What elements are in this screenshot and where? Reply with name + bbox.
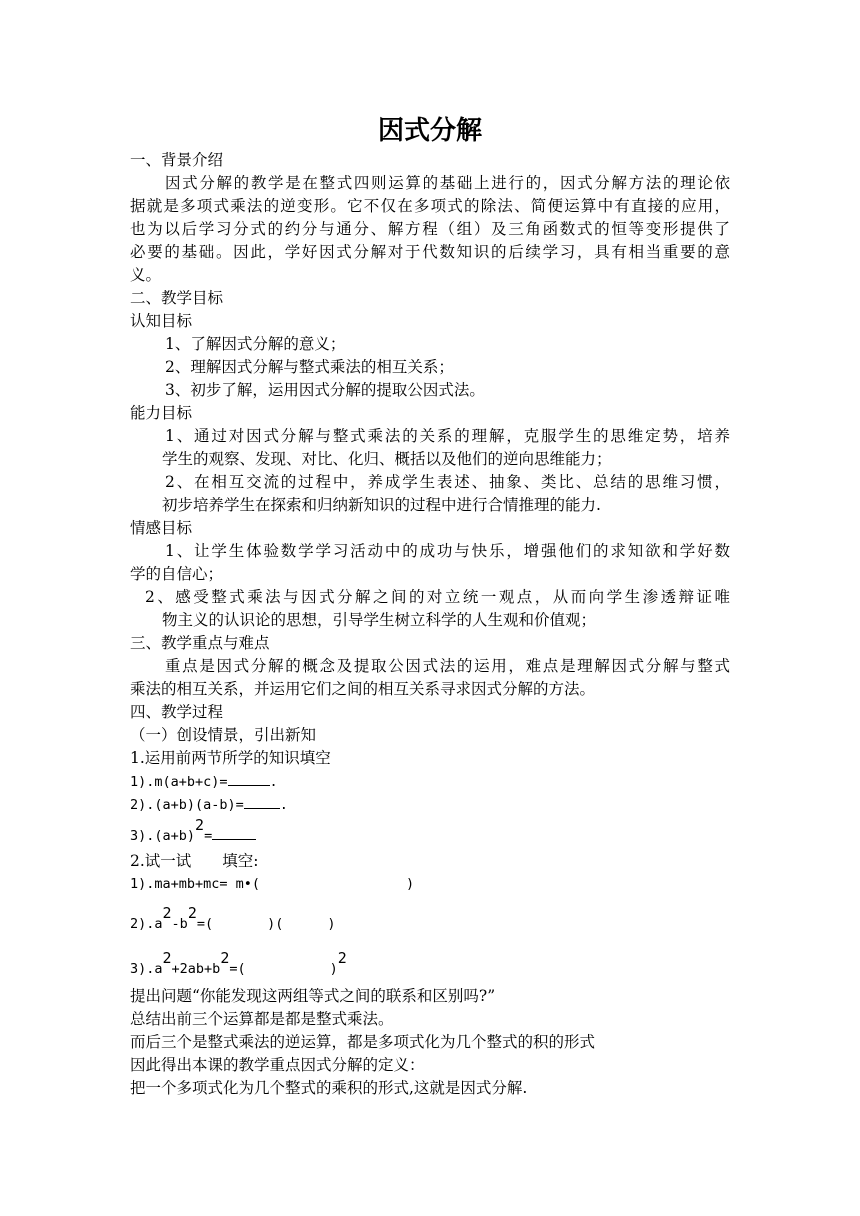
section-2-heading: 二、教学目标	[130, 289, 224, 307]
expression: 3).a	[130, 961, 163, 977]
closing-line: 总结出前三个运算都是都是整式乘法。	[130, 1010, 394, 1028]
goal-item: 2、在相互交流的过程中，养成学生表述、抽象、类比、总结的思维习惯，	[165, 473, 730, 491]
cognitive-goals-heading: 认知目标	[130, 312, 193, 330]
subsection-heading: （一）创设情景，引出新知	[130, 726, 317, 744]
goal-item: 2、理解因式分解与整式乘法的相互关系；	[165, 358, 454, 376]
paragraph-line: 义。	[130, 266, 162, 284]
emotion-goals-heading: 情感目标	[130, 519, 193, 537]
expression: 2).a	[130, 916, 163, 932]
paragraph-line: 因式分解的教学是在整式四则运算的基础上进行的，因式分解方法的理论依	[165, 174, 730, 192]
paren-close: )	[327, 916, 336, 932]
exponent: 2	[220, 949, 230, 967]
exponent: 2	[162, 949, 172, 967]
expression: -b	[171, 916, 188, 932]
exercise-2-item-1	[130, 874, 414, 894]
page-title: 因式分解	[377, 116, 482, 146]
goal-item: 学的自信心；	[130, 565, 224, 583]
section-1-heading: 一、背景介绍	[130, 151, 224, 169]
paragraph-line: 重点是因式分解的概念及提取公因式法的运用，难点是理解因式分解与整式	[165, 657, 730, 675]
answer-blank	[228, 771, 270, 786]
paren-close: )	[329, 961, 338, 977]
closing-line: 提出问题“你能发现这两组等式之间的联系和区别吗?”	[130, 987, 496, 1005]
exercise-2-item-3	[130, 949, 347, 979]
answer-blank	[212, 825, 256, 840]
expression: 1).m(a+b+c)=	[130, 774, 228, 790]
goal-item: 1、了解因式分解的意义；	[165, 335, 346, 353]
goal-item: 3、初步了解，运用因式分解的提取公因式法。	[165, 381, 485, 399]
goal-item: 学生的观察、发现、对比、化归、概括以及他们的逆向思维能力；	[162, 450, 612, 468]
exercise-1-heading: 1.运用前两节所学的知识填空	[130, 749, 331, 767]
exercise-1-item-2: 2).(a+b)(a-b)= .	[130, 794, 288, 815]
closing-line: 而后三个是整式乘法的逆运算，都是多项式化为几个整式的积的形式	[130, 1033, 596, 1051]
exercise-1-item-3	[130, 816, 256, 846]
paragraph-line: 也为以后学习分式的约分与通分、解方程（组）及三角函数式的恒等变形提供了	[130, 220, 730, 238]
expression: 3).(a+b)	[130, 828, 196, 844]
closing-line: 因此得出本课的教学重点因式分解的定义：	[130, 1056, 425, 1074]
goal-item: 1、通过对因式分解与整式乘法的关系的理解，克服学生的思维定势，培养	[165, 427, 730, 445]
goal-item: 物主义的认识论的思想，引导学生树立科学的人生观和价值观；	[162, 611, 597, 629]
equals-sign: =	[204, 828, 213, 844]
paren-pair: )(	[267, 916, 284, 932]
paragraph-line: 必要的基础。因此，学好因式分解对于代数知识的后续学习，具有相当重要的意	[130, 243, 730, 261]
exercise-2-heading: 2.试一试 填空:	[130, 852, 259, 870]
paren-open: =(	[196, 916, 214, 932]
goal-item: 2、感受整式乘法与因式分解之间的对立统一观点，从而向学生渗透辩证唯	[145, 588, 730, 606]
paragraph-line: 乘法的相互关系，并运用它们之间的相互关系寻求因式分解的方法。	[130, 680, 596, 698]
definition-line: 把一个多项式化为几个整式的乘积的形式,这就是因式分解.	[130, 1079, 528, 1097]
exercise-1-item-1: 1).m(a+b+c)= .	[130, 771, 278, 792]
section-4-heading: 四、教学过程	[130, 703, 224, 721]
paren-open: =(	[229, 961, 246, 977]
exponent: 2	[337, 949, 347, 967]
goal-item: 1、让学生体验数学学习活动中的成功与快乐，增强他们的求知欲和学好数	[165, 542, 730, 560]
expression: +2ab+b	[171, 961, 221, 977]
exponent: 2	[162, 904, 172, 922]
exponent: 2	[195, 816, 205, 834]
answer-blank	[244, 794, 280, 809]
paren-close: )	[406, 876, 415, 892]
section-3-heading: 三、教学重点与难点	[130, 634, 270, 652]
goal-item: 初步培养学生在探索和归纳新知识的过程中进行合情推理的能力.	[162, 496, 601, 514]
paragraph-line: 据就是多项式乘法的逆变形。它不仅在多项式的除法、简便运算中有直接的应用，	[130, 197, 730, 215]
expression: 1).ma+mb+mc= m•(	[130, 876, 261, 892]
exercise-2-item-2	[130, 904, 336, 934]
ability-goals-heading: 能力目标	[130, 404, 193, 422]
exponent: 2	[187, 904, 197, 922]
expression: 2).(a+b)(a-b)=	[130, 797, 244, 813]
